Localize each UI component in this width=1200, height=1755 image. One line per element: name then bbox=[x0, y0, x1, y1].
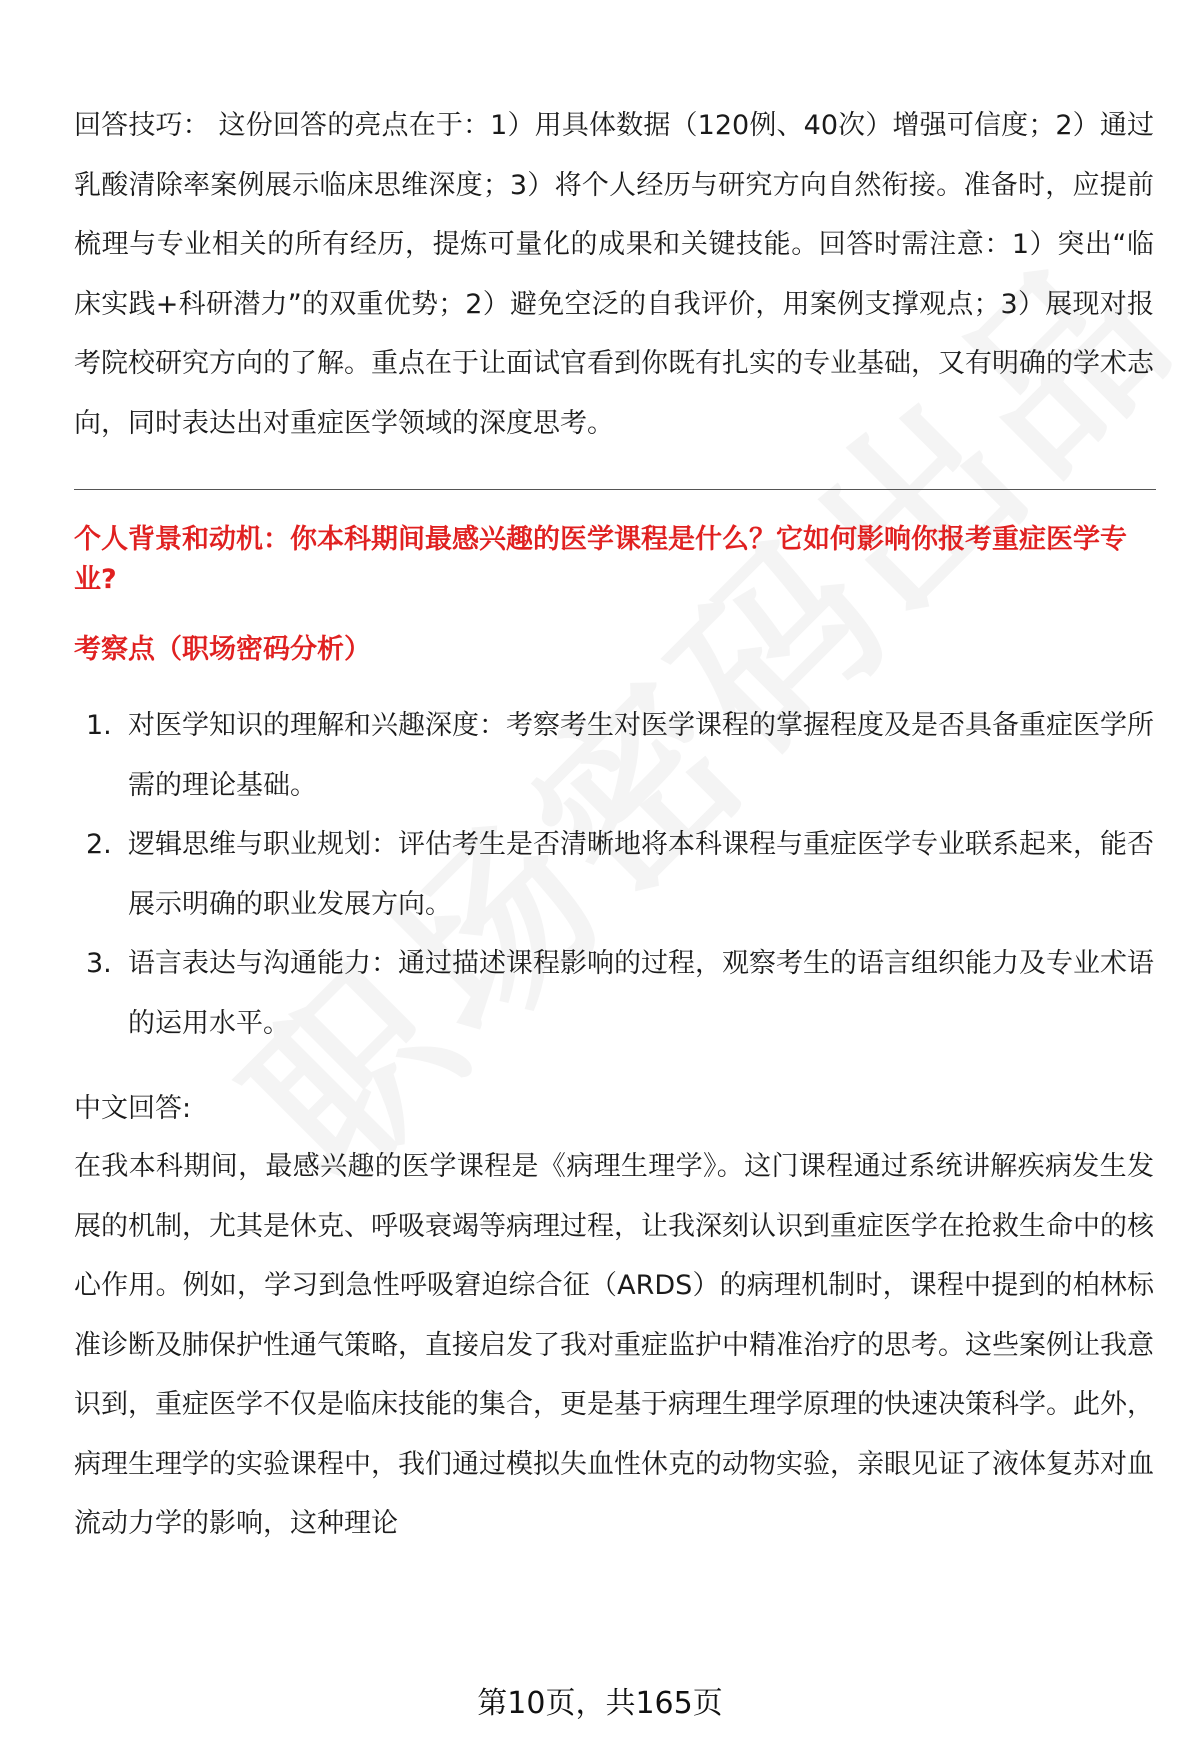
page-number-footer: 第10页，共165页 bbox=[477, 1686, 723, 1721]
page-content bbox=[74, 96, 1154, 1554]
exam-point-item bbox=[74, 934, 1154, 1053]
exam-point-text: 对医学知识的理解和兴趣深度：考察考生对医学课程的掌握程度及是否具备重症医学所需的理论基础。 bbox=[128, 710, 1154, 801]
exam-point-number: 3. bbox=[86, 948, 112, 979]
answer-tips-paragraph: 回答技巧： 这份回答的亮点在于：1）用具体数据（120例、40次）增强可信度；2）通过乳酸清除率案例展示临床思维深度；3）将个人经历与研究方向自然衔接。准备时，应提前梳理与专业相关的所有经历，提炼可量化的成果和关键技能。回答时需注意：1）突出“临床实践+科研潜力”的双重优势；2）避免空泛的自我评价，用案例支撑观点；3）展现对报考院校研究方向的了解。重点在于让面试官看到你既有扎实的专业基础，又有明确的学术志向，同时表达出对重症医学领域的深度思考。 bbox=[74, 110, 1154, 439]
exam-points-list bbox=[74, 696, 1154, 1053]
exam-points-heading: 考察点（职场密码分析） bbox=[74, 634, 371, 665]
exam-point-text: 逻辑思维与职业规划：评估考生是否清晰地将本科课程与重症医学专业联系起来，能否展示明确的职业发展方向。 bbox=[128, 829, 1154, 920]
answer-paragraph: 在我本科期间，最感兴趣的医学课程是《病理生理学》。这门课程通过系统讲解疾病发生发展的机制，尤其是休克、呼吸衰竭等病理过程，让我深刻认识到重症医学在抢救生命中的核心作用。例如，学习到急性呼吸窘迫综合征（ARDS）的病理机制时，课程中提到的柏林标准诊断及肺保护性通气策略，直接启发了我对重症监护中精准治疗的思考。这些案例让我意识到，重症医学不仅是临床技能的集合，更是基于病理生理学原理的快速决策科学。此外，病理生理学的实验课程中，我们通过模拟失血性休克的动物实验，亲眼见证了液体复苏对血流动力学的影响，这种理论 bbox=[74, 1151, 1154, 1539]
question-title: 个人背景和动机：你本科期间最感兴趣的医学课程是什么？它如何影响你报考重症医学专业? bbox=[74, 524, 1127, 595]
exam-point-item bbox=[74, 696, 1154, 815]
answer-label: 中文回答: bbox=[74, 1093, 192, 1124]
section-divider bbox=[74, 489, 1156, 490]
exam-point-number: 2. bbox=[86, 829, 112, 860]
exam-point-number: 1. bbox=[86, 710, 112, 741]
exam-point-item bbox=[74, 815, 1154, 934]
exam-point-text: 语言表达与沟通能力：通过描述课程影响的过程，观察考生的语言组织能力及专业术语的运用水平。 bbox=[128, 948, 1154, 1039]
